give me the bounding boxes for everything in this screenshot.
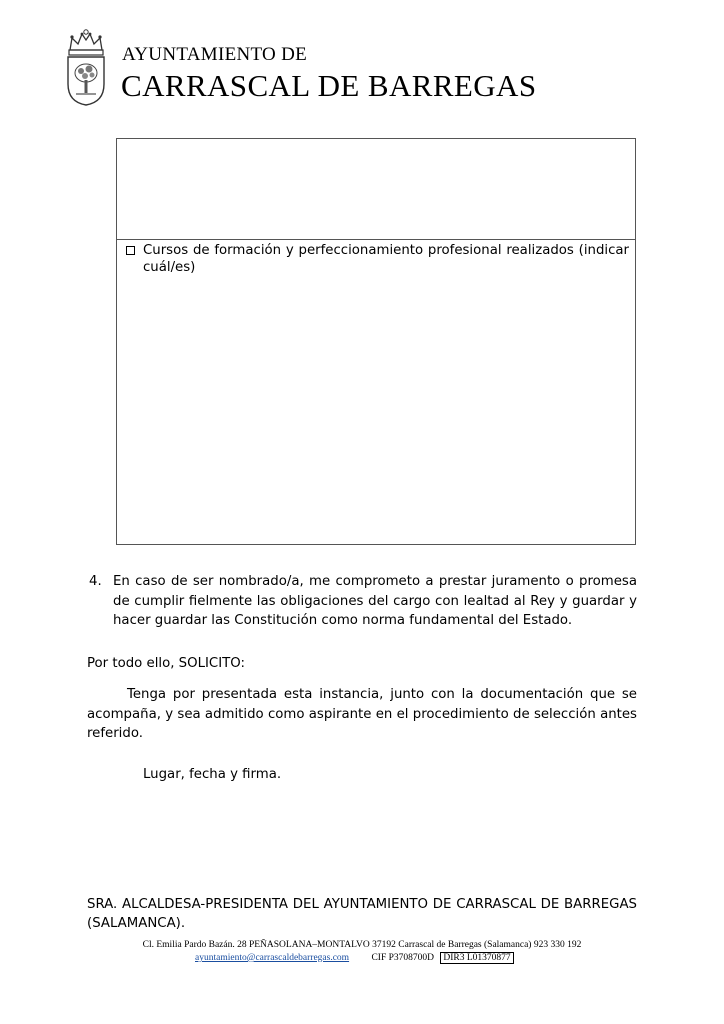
footer-dir3: DIR3 L01370877 xyxy=(440,952,513,964)
addressee: SRA. ALCALDESA-PRESIDENTA DEL AYUNTAMIENTO DE CARRASCAL DE BARREGAS (SALAMANCA). xyxy=(87,897,637,931)
header-title-line1: AYUNTAMIENTO DE xyxy=(122,44,308,65)
footer-cif: CIF P3708700D xyxy=(371,953,435,963)
header-title-line2: CARRASCAL DE BARREGAS xyxy=(121,68,537,103)
table-divider xyxy=(117,239,635,240)
course-checkbox-item[interactable] xyxy=(123,242,629,276)
course-item-label: Cursos de formación y perfeccionamiento profesional realizados (indicar cuál/es) xyxy=(143,243,629,275)
request-paragraph: Tenga por presentada esta instancia, junto con la documentación que se acompaña, y sea admitido como aspirante en el procedimiento de selección antes referido. xyxy=(87,687,637,741)
item-text: En caso de ser nombrado/a, me comprometo a prestar juramento o promesa de cumplir fielmente las obligaciones del cargo con lealtad al Rey y guardar y hacer guardar las Constitución como norma fundamental del Estado. xyxy=(113,574,637,628)
form-table xyxy=(116,138,636,545)
footer-contact xyxy=(195,953,514,963)
footer-address: Cl. Emilia Pardo Bazán. 28 PEÑASOLANA–MONTALVO 37192 Carrascal de Barregas (Salamanca) 923 330 192 xyxy=(142,940,582,950)
coat-of-arms-icon xyxy=(64,28,108,106)
checkbox-empty-icon[interactable] xyxy=(126,246,135,255)
footer-email-link[interactable]: ayuntamiento@carrascaldebarregas.com xyxy=(195,953,350,963)
signature-line: Lugar, fecha y firma. xyxy=(143,767,282,782)
item-number: 4. xyxy=(89,574,102,589)
solicito-heading: Por todo ello, SOLICITO: xyxy=(87,656,245,671)
numbered-item xyxy=(89,572,637,631)
